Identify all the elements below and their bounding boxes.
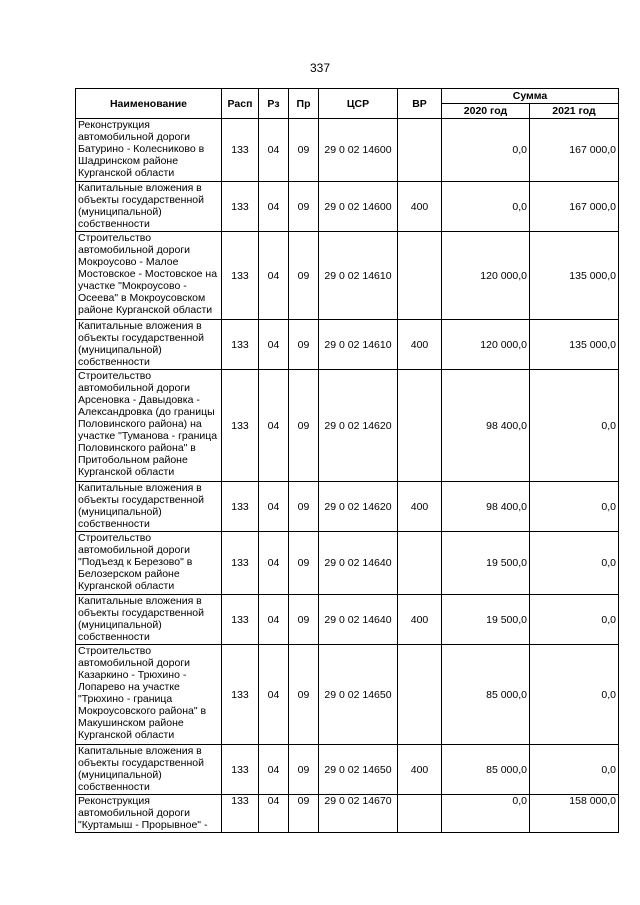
header-vr: ВР (398, 89, 442, 119)
table-row (76, 595, 619, 645)
cell-rasp: 133 (222, 595, 259, 645)
cell-csr: 29 0 02 14650 (319, 745, 398, 795)
cell-2021: 0,0 (530, 645, 619, 745)
header-rasp: Расп (222, 89, 259, 119)
cell-rz: 04 (259, 232, 289, 320)
cell-rasp: 133 (222, 795, 259, 833)
table-row (76, 232, 619, 320)
table-row (76, 320, 619, 370)
cell-vr: 400 (398, 595, 442, 645)
cell-2020: 98 400,0 (442, 482, 530, 532)
cell-name: Капитальные вложения в объекты государственной (муниципальной) собственности (76, 320, 222, 370)
cell-rasp: 133 (222, 320, 259, 370)
table-row (76, 795, 619, 833)
header-rz: Рз (259, 89, 289, 119)
cell-2020: 19 500,0 (442, 595, 530, 645)
cell-2020: 0,0 (442, 119, 530, 182)
cell-rasp: 133 (222, 482, 259, 532)
table-row (76, 482, 619, 532)
cell-pr: 09 (289, 745, 319, 795)
cell-name: Капитальные вложения в объекты государственной (муниципальной) собственности (76, 182, 222, 232)
cell-2020: 85 000,0 (442, 645, 530, 745)
table-row (76, 532, 619, 595)
header-2020: 2020 год (442, 104, 530, 119)
cell-2020: 85 000,0 (442, 745, 530, 795)
cell-rz: 04 (259, 119, 289, 182)
cell-name: Реконструкция автомобильной дороги "Куртамыш - Прорывное" - (76, 795, 222, 833)
budget-table (75, 88, 619, 833)
cell-rz: 04 (259, 645, 289, 745)
cell-vr: 400 (398, 482, 442, 532)
cell-2021: 158 000,0 (530, 795, 619, 833)
cell-2020: 120 000,0 (442, 232, 530, 320)
cell-csr: 29 0 02 14610 (319, 320, 398, 370)
cell-pr: 09 (289, 370, 319, 482)
page-number: 337 (309, 61, 331, 75)
cell-pr: 09 (289, 182, 319, 232)
cell-rasp: 133 (222, 232, 259, 320)
cell-pr: 09 (289, 645, 319, 745)
cell-pr: 09 (289, 532, 319, 595)
cell-name: Строительство автомобильной дороги "Подъезд к Березово" в Белозерском районе Курганской области (76, 532, 222, 595)
table-row (76, 182, 619, 232)
cell-csr: 29 0 02 14670 (319, 795, 398, 833)
cell-name: Реконструкция автомобильной дороги Батурино - Колесниково в Шадринском районе Курганской области (76, 119, 222, 182)
cell-rz: 04 (259, 795, 289, 833)
cell-csr: 29 0 02 14620 (319, 482, 398, 532)
cell-vr (398, 232, 442, 320)
cell-name: Строительство автомобильной дороги Мокроусово - Малое Мостовское - Мостовское на участке "Мокроусово - Осеева" в Мокроусовском районе Курганской области (76, 232, 222, 320)
cell-csr: 29 0 02 14640 (319, 595, 398, 645)
cell-vr: 400 (398, 320, 442, 370)
cell-rasp: 133 (222, 182, 259, 232)
cell-vr: 400 (398, 745, 442, 795)
cell-rz: 04 (259, 482, 289, 532)
cell-pr: 09 (289, 482, 319, 532)
table-row (76, 645, 619, 745)
cell-csr: 29 0 02 14600 (319, 182, 398, 232)
cell-pr: 09 (289, 795, 319, 833)
cell-vr (398, 119, 442, 182)
cell-2021: 0,0 (530, 745, 619, 795)
cell-2020: 0,0 (442, 182, 530, 232)
cell-vr (398, 370, 442, 482)
header-csr: ЦСР (319, 89, 398, 119)
table-row (76, 745, 619, 795)
cell-vr (398, 532, 442, 595)
cell-pr: 09 (289, 232, 319, 320)
cell-csr: 29 0 02 14610 (319, 232, 398, 320)
cell-2020: 98 400,0 (442, 370, 530, 482)
cell-rz: 04 (259, 595, 289, 645)
cell-vr (398, 795, 442, 833)
cell-pr: 09 (289, 320, 319, 370)
cell-csr: 29 0 02 14600 (319, 119, 398, 182)
cell-name: Строительство автомобильной дороги Арсеновка - Давыдовка - Александровка (до границы Половинского района) на участке "Туманова - граница Половинского района" в Притобольном районе Курганской области (76, 370, 222, 482)
header-name: Наименование (76, 89, 222, 119)
cell-pr: 09 (289, 595, 319, 645)
cell-2021: 167 000,0 (530, 119, 619, 182)
cell-csr: 29 0 02 14640 (319, 532, 398, 595)
cell-2021: 0,0 (530, 482, 619, 532)
cell-rz: 04 (259, 532, 289, 595)
cell-rz: 04 (259, 320, 289, 370)
cell-rz: 04 (259, 745, 289, 795)
cell-rasp: 133 (222, 119, 259, 182)
cell-2021: 135 000,0 (530, 320, 619, 370)
cell-rz: 04 (259, 182, 289, 232)
table-row (76, 119, 619, 182)
cell-rasp: 133 (222, 645, 259, 745)
cell-2021: 167 000,0 (530, 182, 619, 232)
cell-csr: 29 0 02 14620 (319, 370, 398, 482)
cell-vr (398, 645, 442, 745)
cell-pr: 09 (289, 119, 319, 182)
cell-name: Капитальные вложения в объекты государственной (муниципальной) собственности (76, 745, 222, 795)
cell-name: Строительство автомобильной дороги Казаркино - Трюхино - Лопарево на участке "Трюхино - граница Мокроусовского района" в Макушинском районе Курганской области (76, 645, 222, 745)
cell-name: Капитальные вложения в объекты государственной (муниципальной) собственности (76, 595, 222, 645)
cell-csr: 29 0 02 14650 (319, 645, 398, 745)
cell-2020: 120 000,0 (442, 320, 530, 370)
cell-rasp: 133 (222, 745, 259, 795)
cell-vr: 400 (398, 182, 442, 232)
cell-2021: 135 000,0 (530, 232, 619, 320)
header-2021: 2021 год (530, 104, 619, 119)
cell-rasp: 133 (222, 370, 259, 482)
header-sum: Сумма (442, 89, 619, 104)
cell-2021: 0,0 (530, 595, 619, 645)
cell-2020: 19 500,0 (442, 532, 530, 595)
cell-2021: 0,0 (530, 370, 619, 482)
cell-name: Капитальные вложения в объекты государственной (муниципальной) собственности (76, 482, 222, 532)
cell-rz: 04 (259, 370, 289, 482)
table-row (76, 370, 619, 482)
header-pr: Пр (289, 89, 319, 119)
cell-rasp: 133 (222, 532, 259, 595)
cell-2021: 0,0 (530, 532, 619, 595)
cell-2020: 0,0 (442, 795, 530, 833)
